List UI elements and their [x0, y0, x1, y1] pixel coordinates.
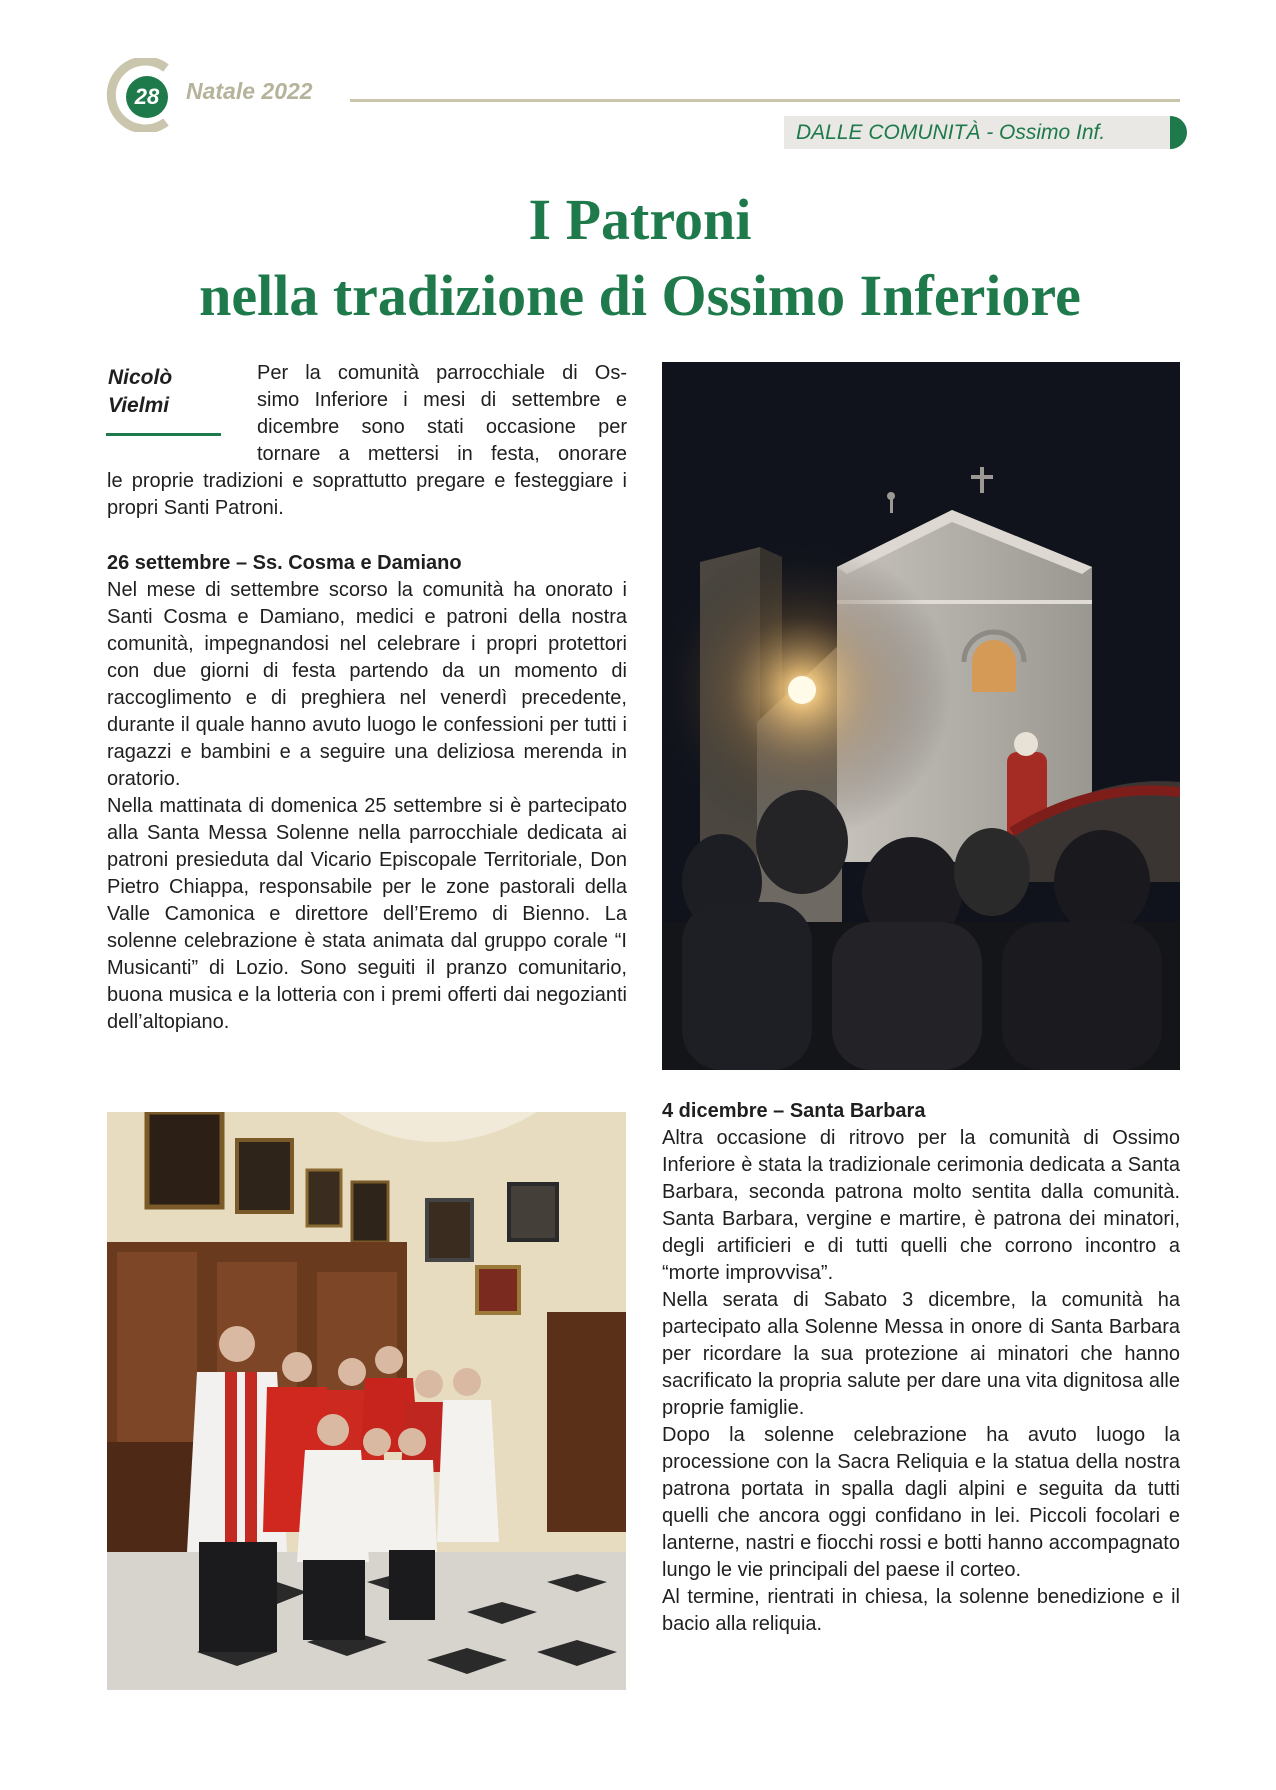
section-heading: 4 dicembre – Santa Barbara — [662, 1100, 926, 1122]
section-cosma-damiano — [107, 550, 627, 1036]
author-underline — [106, 433, 221, 436]
page-number: 28 — [126, 76, 168, 118]
intro-line: tornare a mettersi in festa, onorare — [257, 443, 627, 465]
intro-line: dicembre sono stati occasione per — [257, 416, 627, 438]
article-title — [100, 182, 1180, 334]
section-tab-cap — [1170, 116, 1187, 149]
intro-line: simo Inferiore i mesi di settembre e — [257, 389, 627, 411]
issue-label: Natale 2022 — [186, 78, 313, 104]
intro-rest: le proprie tradizioni e soprattutto pregare e festeggiare i propri Santi Patroni. — [107, 470, 627, 519]
intro-continuation — [107, 468, 627, 522]
paragraph: Nel mese di settembre scorso la comunità ha onorato i Santi Cosma e Damiano, medici e patroni della nostra comunità, impegnandosi nel celebrare i propri protettori con due giorni di festa partendo da un momento di raccoglimento e di preghiera nel venerdì precedente, durante il quale hanno avuto luogo le confessioni per tutti i ragazzi e bambini e a seguire una deliziosa merenda in oratorio. — [107, 579, 627, 790]
church-night-photo — [662, 362, 1180, 1070]
paragraph: Altra occasione di ritrovo per la comunità di Ossimo Inferiore è stata la tradizionale cerimonia dedicata a Santa Barbara, seconda patrona molto sentita dalla comunità. Santa Barbara, vergine e martire, è patrona dei minatori, degli artificieri e di tutti quelli che corrono incontro a “morte improvvisa”. — [662, 1127, 1180, 1284]
title-line-2: nella tradizione di Ossimo Inferiore — [199, 263, 1081, 328]
paragraph: Dopo la solenne celebrazione ha avuto luogo la processione con la Sacra Reliquia e la statua della nostra patrona portata in spalla dagli alpini e seguita da tutti quelli che ancora oggi confidano in lei. Piccoli focolari e lanterne, nastri e fiocchi rossi e botti hanno accompagnato lungo le vie principali del paese il corteo. — [662, 1424, 1180, 1581]
section-heading: 26 settembre – Ss. Cosma e Damiano — [107, 552, 462, 574]
author-first-name: Nicolò — [108, 366, 173, 389]
section-label: DALLE COMUNITÀ - Ossimo Inf. — [796, 121, 1106, 144]
author-last-name: Vielmi — [108, 394, 170, 417]
title-line-1: I Patroni — [528, 187, 752, 252]
author-byline — [108, 364, 172, 420]
group-sacristy-photo — [107, 1112, 626, 1690]
intro-wrapped-text — [257, 360, 627, 468]
intro-line: Per la comunità parrocchiale di Os- — [257, 362, 627, 384]
paragraph: Nella mattinata di domenica 25 settembre si è partecipato alla Santa Messa Solenne nella parrocchiale dedicata ai patroni presieduta dal Vicario Episcopale Territoriale, Don Pietro Chiappa, responsabile per le zone pastorali della Valle Camonica e direttore dell’Eremo di Bienno. La solenne celebrazione è stata animata dal gruppo corale “I Musicanti” di Lozio. Sono seguiti il pranzo comunitario, buona musica e la lotteria con i premi offerti dai negozianti dell’altopiano. — [107, 795, 627, 1033]
section-santa-barbara — [662, 1098, 1180, 1638]
header-rule — [350, 99, 1180, 102]
paragraph: Al termine, rientrati in chiesa, la solenne benedizione e il bacio alla reliquia. — [662, 1586, 1180, 1635]
paragraph: Nella serata di Sabato 3 dicembre, la comunità ha partecipato alla Solenne Messa in onore di Santa Barbara per ricordare la sua protezione ai minatori che hanno sacrificato la propria salute per dare una vita dignitosa alle proprie famiglie. — [662, 1289, 1180, 1419]
